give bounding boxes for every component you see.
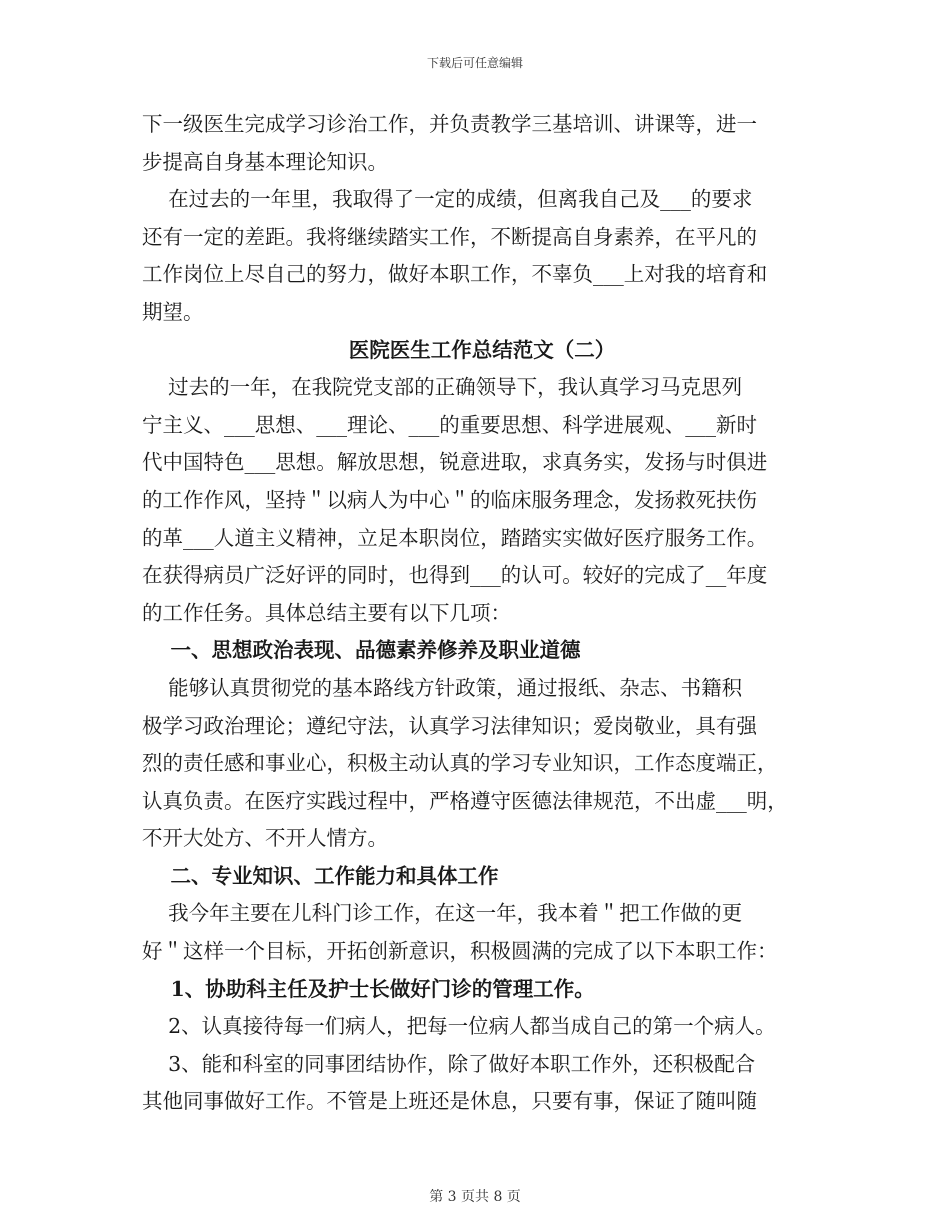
page-header: 下载后可任意编辑	[426, 56, 523, 70]
text-line: 的工作任务。具体总结主要有以下几项：	[142, 600, 511, 625]
document-body	[142, 106, 822, 1121]
text-line: 的工作作风，坚持＂以病人为中心＂的临床服务理念，发扬救死扶伤	[142, 487, 757, 512]
text-line: 步提高自身基本理论知识。	[142, 149, 388, 174]
text-line: 认真负责。在医疗实践过程中，严格遵守医德法律规范，不出虚___明，	[142, 788, 788, 813]
text-line: 我今年主要在儿科门诊工作，在这一年，我本着＂把工作做的更	[142, 901, 743, 926]
text-line: 能够认真贯彻党的基本路线方针政策，通过报纸、杂志、书籍积	[142, 675, 743, 700]
list-item: 3、能和科室的同事团结协作，除了做好本职工作外，还积极配合	[142, 1051, 756, 1076]
heading-professional: 二、专业知识、工作能力和具体工作	[142, 863, 499, 888]
text-line: 好＂这样一个目标，开拓创新意识，积极圆满的完成了以下本职工作：	[142, 939, 778, 964]
text-line: 工作岗位上尽自己的努力，做好本职工作，不辜负___上对我的培育和	[142, 262, 768, 287]
text-line: 极学习政治理论；遵纪守法，认真学习法律知识；爱岗敬业，具有强	[142, 713, 757, 738]
heading-political: 一、思想政治表现、品德素养修养及职业道德	[142, 638, 581, 663]
text-line: 其他同事做好工作。不管是上班还是休息，只要有事，保证了随叫随	[142, 1089, 757, 1114]
text-line: 在获得病员广泛好评的同时，也得到___的认可。较好的完成了__年度	[142, 563, 768, 588]
list-item-bold: 1、协助科主任及护士长做好门诊的管理工作。	[142, 976, 595, 1001]
section-title: 医院医生工作总结范文（二）	[348, 337, 616, 362]
text-line: 在过去的一年里，我取得了一定的成绩，但离我自己及___的要求	[142, 187, 753, 212]
text-line: 期望。	[142, 299, 204, 324]
text-line: 下一级医生完成学习诊治工作，并负责教学三基培训、讲课等，进一	[142, 112, 757, 136]
text-line: 烈的责任感和事业心，积极主动认真的学习专业知识，工作态度端正，	[142, 751, 778, 776]
text-line: 代中国特色___思想。解放思想，锐意进取，求真务实，发扬与时俱进	[142, 450, 768, 475]
text-line: 还有一定的差距。我将继续踏实工作，不断提高自身素养，在平凡的	[142, 224, 757, 249]
page-footer: 第 3 页共 8 页	[429, 1189, 521, 1205]
text-line: 不开大处方、不开人情方。	[142, 826, 388, 851]
text-line: 宁主义、___思想、___理论、___的重要思想、科学进展观、___新时	[142, 412, 757, 437]
text-line: 过去的一年，在我院党支部的正确领导下，我认真学习马克思列	[142, 375, 743, 400]
list-item: 2、认真接待每一们病人，把每一位病人都当成自己的第一个病人。	[142, 1014, 776, 1039]
text-line: 的革___人道主义精神，立足本职岗位，踏踏实实做好医疗服务工作。	[142, 525, 768, 550]
